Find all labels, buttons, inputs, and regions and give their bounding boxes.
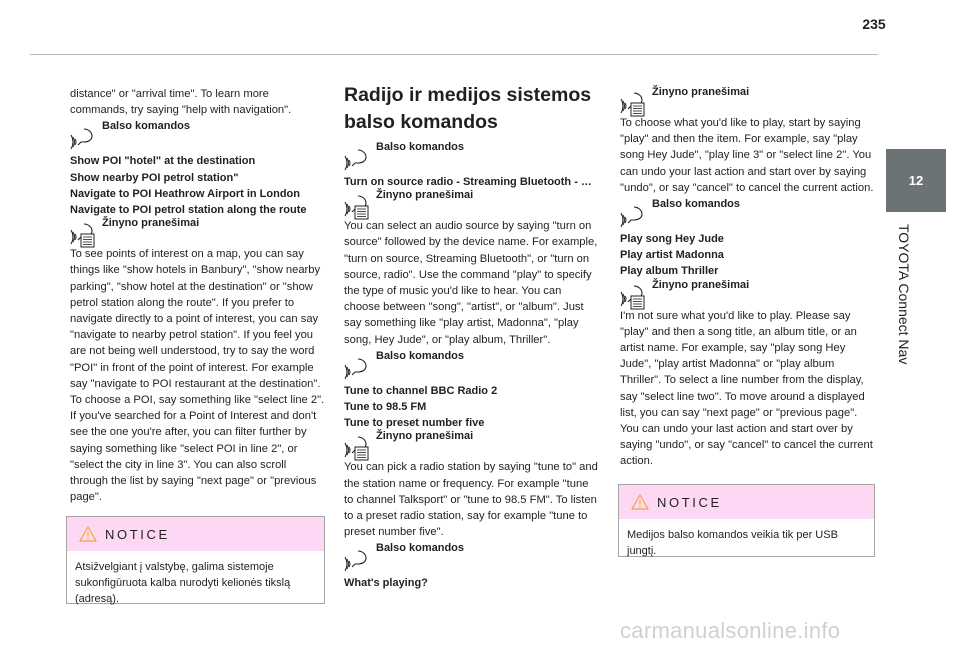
- chapter-tab[interactable]: [886, 149, 946, 212]
- command-line: Show nearby POI petrol station": [70, 171, 239, 184]
- command-line: Play album Thriller: [620, 265, 719, 278]
- chapter-number: 12: [908, 173, 924, 188]
- command-line: Tune to channel BBC Radio 2: [344, 384, 498, 397]
- notice-text: Medijos balso komandos veikia tik per USB jungtį.: [627, 529, 838, 557]
- help-message-text: To choose what you'd like to play, start by saying "play" and then the item. For example, say "play song Hey Jude", "play line 3" or "select line 2". You can undo your last action and start over by saying "undo", or say "cancel" to cancel the current action.: [620, 117, 874, 194]
- warning-triangle-icon: [79, 526, 97, 542]
- command-line: Navigate to POI Heathrow Airport in London: [70, 187, 300, 200]
- help-message-icon: [70, 220, 96, 248]
- voice-command-header: [344, 349, 600, 383]
- help-message-label: Žinyno pranešimai: [652, 278, 750, 291]
- voice-command-header: [70, 119, 326, 153]
- command-line: What's playing?: [344, 577, 428, 590]
- voice-command-icon: [344, 353, 370, 381]
- help-message-icon: [344, 192, 370, 220]
- notice-box-2: [618, 484, 875, 557]
- help-message-text: You can pick a radio station by saying "tune to" and the station name or frequency. For example "tune to channel Talksport" or "tune to 98.5 FM". To listen to a preset radio station, say for example "tune to preset number five".: [344, 461, 598, 539]
- column-3: [620, 84, 876, 470]
- watermark: carmanualsonline.info: [620, 618, 841, 643]
- help-message-header: [620, 278, 876, 312]
- section-heading: Radijo ir medijos sistemos balso komandos: [344, 84, 592, 133]
- command-list: [344, 383, 600, 432]
- notice-title: NOTICE: [105, 526, 170, 542]
- command-line: Tune to preset number five: [344, 417, 485, 430]
- voice-command-icon: [344, 144, 370, 172]
- help-message-header: [344, 429, 600, 463]
- help-message-text: You can select an audio source by saying "turn on source" followed by the device name. For example, "turn on source, Streaming Bluetooth", or "turn on source, radio". Use the command "play" to specify the type of music you'd like to hear. You can choose between "song", "artist", or "album". Just say something like "play artist, Madonna", "play song, Hey Jude", or "play album, Thriller".: [344, 220, 598, 346]
- help-message-icon: [344, 433, 370, 461]
- help-message-text: To see points of interest on a map, you can say things like "show hotels in Banbury", "show nearby parking", "show hotel at the destination" or "show petrol station along the route". If you prefer to navigate directly to a point of interest, you can say "navigate to nearby petrol station". If you feel you are not being well understood, try to say the word "POI" in front of the point of interest. For example say "navigate to POI restaurant at the destination". To choose a POI, say something like "select line 2". If you've searched for a Point of Interest and don't see the one you're after, you can filter further by saying something like "select POI in line 2", or "select the city in line 3". You can also scroll through the list by saying "next page" or "previous page".: [70, 248, 325, 504]
- column-1: [70, 80, 326, 505]
- intro-text: distance" or "arrival time". To learn more commands, try saying "help with navigation".: [70, 88, 292, 117]
- voice-command-header: [344, 140, 600, 174]
- command-line: Navigate to POI petrol station along the route: [70, 204, 307, 217]
- command-line: Turn on source radio - Streaming Bluetooth - …: [344, 176, 592, 188]
- command-list: [620, 231, 876, 280]
- command-line: Play artist Madonna: [620, 249, 724, 262]
- voice-command-icon: [70, 123, 96, 151]
- command-list: [344, 575, 600, 591]
- voice-command-label: Balso komandos: [102, 120, 191, 133]
- voice-command-label: Balso komandos: [652, 198, 741, 211]
- notice-text: Atsižvelgiant į valstybę, galima sistemoje sukonfigūruota kalba nurodyti kelionės tikslą (adresą).: [75, 561, 291, 605]
- help-message-header: [70, 216, 326, 250]
- voice-command-label: Balso komandos: [376, 141, 465, 153]
- notice-box-1: [66, 516, 325, 604]
- column-2: [344, 82, 600, 592]
- help-message-label: Žinyno pranešimai: [376, 430, 474, 443]
- help-message-text: I'm not sure what you'd like to play. Please say "play" and then a song title, an album title, or an artist name. For example, say "play song Hey Jude", "play artist Madonna" or "play album Thriller". To select a line number from the display, say "select line two". To move around a displayed list, you can say "next page" or "previous page". You can undo your last action and start over by saying "undo", or say "cancel" to cancel the current action.: [620, 309, 873, 468]
- voice-command-label: Balso komandos: [376, 542, 465, 555]
- notice-header: [619, 485, 874, 519]
- help-message-label: Žinyno pranešimai: [102, 217, 200, 230]
- chapter-label: TOYOTA Connect Nav: [896, 224, 912, 365]
- help-message-icon: [620, 89, 646, 117]
- help-message-icon: [620, 282, 646, 310]
- voice-command-icon: [344, 545, 370, 573]
- command-list: [70, 153, 326, 218]
- page-number: 235: [862, 16, 886, 32]
- voice-command-icon: [620, 201, 646, 229]
- notice-title: NOTICE: [657, 494, 722, 510]
- voice-command-header: [344, 541, 600, 575]
- voice-command-header: [620, 197, 876, 231]
- top-rule: [30, 54, 878, 55]
- command-line: Show POI "hotel" at the destination: [70, 155, 256, 168]
- notice-header: [67, 517, 324, 551]
- command-line: Play song Hey Jude: [620, 233, 724, 246]
- help-message-header: [344, 188, 600, 222]
- command-line: Tune to 98.5 FM: [344, 401, 427, 414]
- help-message-label: Žinyno pranešimai: [376, 189, 474, 202]
- warning-triangle-icon: [631, 494, 649, 510]
- voice-command-label: Balso komandos: [376, 349, 465, 362]
- help-message-header: [620, 85, 876, 119]
- help-message-label: Žinyno pranešimai: [652, 86, 750, 98]
